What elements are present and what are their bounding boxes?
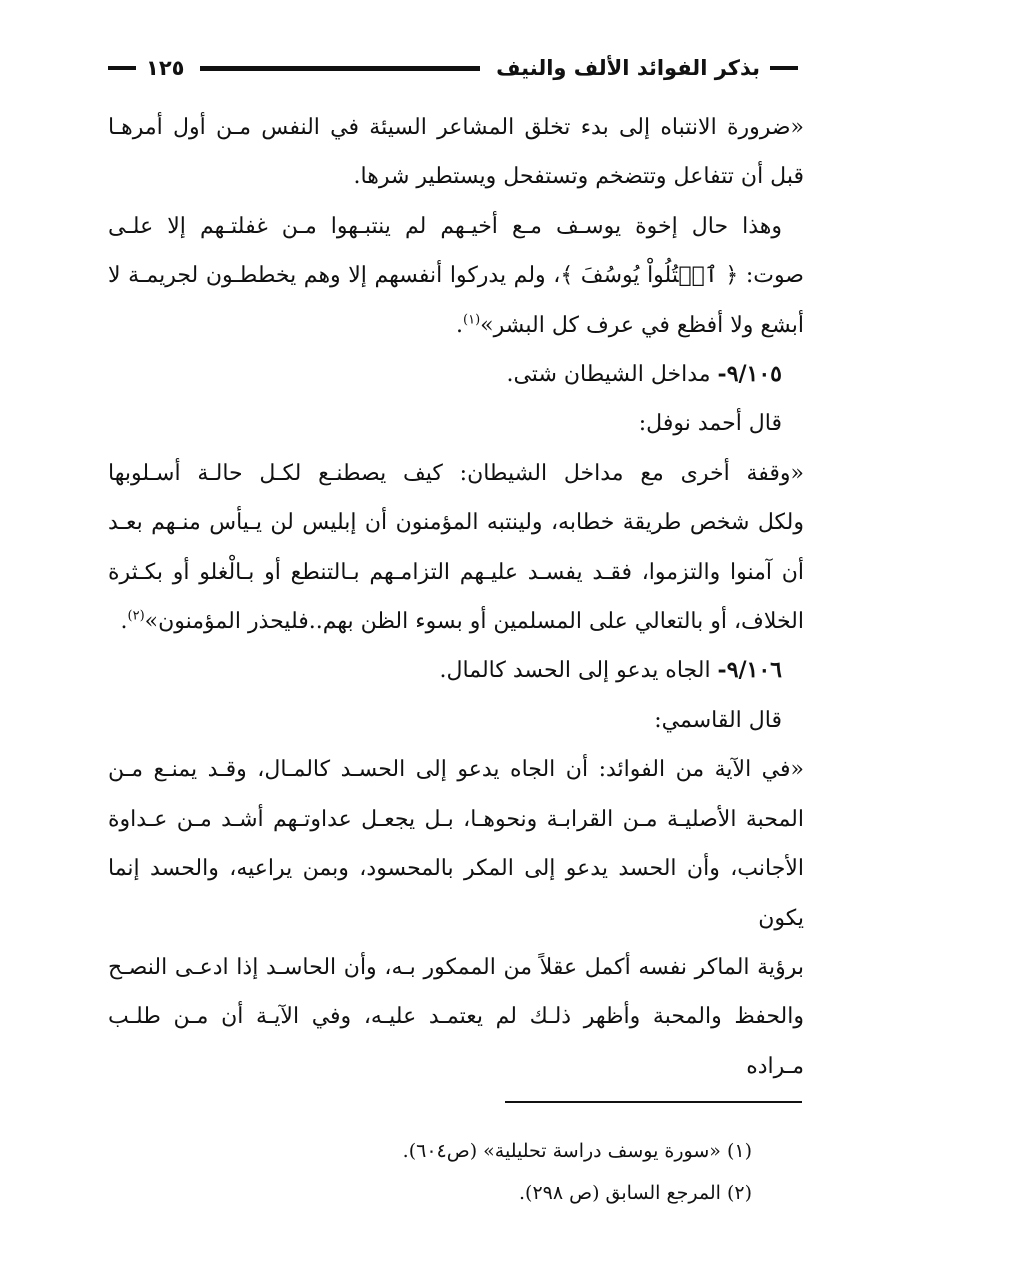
header-title: بذكر الفوائد الألف والنيف: [496, 56, 760, 80]
page-number: ١٢٥: [146, 56, 185, 80]
header-rule: [200, 66, 480, 71]
section-number: ٩/١٠٦-: [717, 657, 782, 684]
text-line: [108, 301, 804, 350]
footnote-ref-1[interactable]: (١): [463, 312, 481, 328]
quote-attribution: قال أحمد نوفل:: [638, 411, 782, 437]
section-title: مداخل الشيطان شتى.: [506, 362, 718, 388]
footnote-2: (٢) المرجع السابق (ص ٢٩٨).: [518, 1182, 752, 1204]
text-segment: الخلاف، أو بالتعالي على المسلمين أو بسوء الظن بهم..فليحذر المؤمنون»: [144, 609, 804, 635]
section-title: الجاه يدعو إلى الحسد كالمال.: [439, 658, 718, 684]
section-heading-105: [108, 350, 804, 399]
quote-attribution: قال القاسمي:: [654, 707, 782, 733]
footnote-1: (١) «سورة يوسف دراسة تحليلية» (ص٦٠٤).: [402, 1140, 752, 1162]
text-line: ولكل شخص طريقة خطابه، ولينتبه المؤمنون أن إبليس لن يـيأس منـهم بعـد: [108, 510, 804, 536]
text-line: صوت: ﴿ ٱقۡتُلُواْ يُوسُفَ ﴾، ولم يدركوا أنفسهم إلا وهم يخططـون لجريمـة لا: [108, 263, 804, 289]
text-line: «وقفة أخرى مع مداخل الشيطان: كيف يصطنـع لكـل حالـة أسـلوبها: [108, 460, 804, 486]
text-line: المحبة الأصليـة مـن القرابـة ونحوهـا، بـل يجعـل عداوتـهم أشـد مـن عـداوة: [108, 806, 804, 832]
text-line: الأجانب، وأن الحسد يدعو إلى المكر بالمحسود، وبمن يراعيه، والحسد إنما يكون: [108, 856, 804, 931]
text-line: وهذا حال إخوة يوسـف مـع أخيـهم لم ينتبـهوا مـن غفلتـهم إلا علـى: [108, 213, 782, 239]
footnote-ref-2[interactable]: (٢): [127, 608, 145, 624]
text-segment: .: [120, 609, 128, 635]
running-header: [108, 50, 798, 86]
text-line: [108, 597, 804, 646]
text-line: «في الآية من الفوائد: أن الجاه يدعو إلى الحسـد كالمـال، وقـد يمنـع مـن: [108, 757, 804, 783]
text-line: «ضرورة الانتباه إلى بدء تخلق المشاعر السيئة في النفس مـن أول أمرهـا: [108, 115, 804, 140]
text-segment: .: [456, 312, 464, 338]
text-line: أن آمنوا والتزموا، فقـد يفسـد عليـهم التزامـهم بـالتنطع أو بـالْغلو أو بكـثرة: [108, 559, 804, 585]
header-dash-right: [770, 66, 798, 70]
header-dash-left: [108, 66, 136, 70]
text-line: برؤية الماكر نفسه أكمل عقلاً من الممكور بـه، وأن الحاسـد إذا ادعـى النصـح: [108, 954, 804, 980]
footnote-divider: [505, 1101, 802, 1103]
section-heading-106: [108, 646, 804, 695]
text-line: قبل أن تتفاعل وتتضخم وتستفحل ويستطير شرها.: [353, 164, 804, 190]
text-segment: أبشع ولا أفظع في عرف كل البشر»: [480, 312, 804, 338]
footnotes: [108, 1130, 752, 1214]
section-number: ٩/١٠٥-: [717, 361, 782, 388]
text-line: والحفظ والمحبة وأظهر ذلـك لم يعتمـد عليـه، وفي الآيـة أن مـن طلـب مـراده: [108, 1004, 804, 1079]
body-text: [108, 103, 804, 1091]
